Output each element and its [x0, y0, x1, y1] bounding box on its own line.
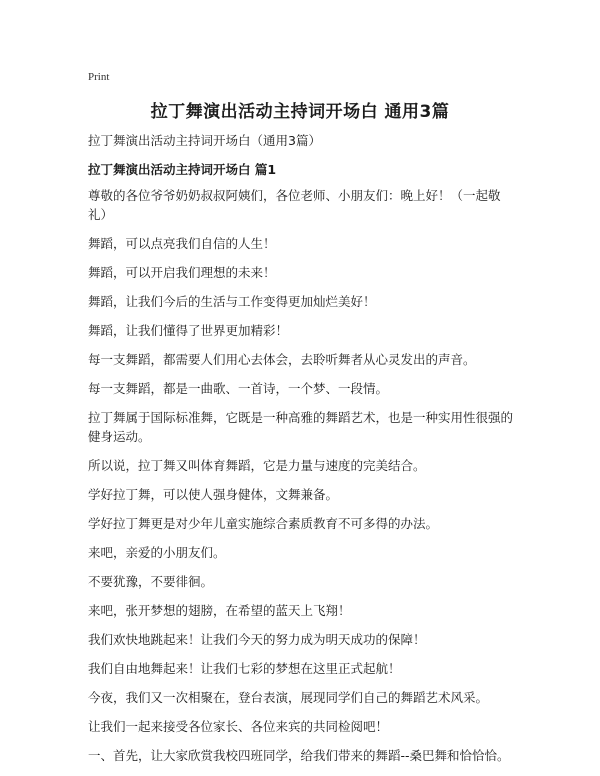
- paragraph: 每一支舞蹈，都需要人们用心去体会，去聆听舞者从心灵发出的声音。: [88, 352, 476, 367]
- paragraph: 我们欢快地跳起来！让我们今天的努力成为明天成功的保障！: [88, 632, 426, 647]
- paragraph: 学好拉丁舞，可以使人强身健体，文舞兼备。: [88, 487, 339, 502]
- paragraph: 今夜，我们又一次相聚在，登台表演，展现同学们自己的舞蹈艺术风采。: [88, 690, 489, 705]
- paragraph: 每一支舞蹈，都是一曲歌、一首诗，一个梦、一段情。: [88, 381, 389, 396]
- section-heading: 拉丁舞演出活动主持词开场白 篇1: [88, 162, 277, 177]
- document-title: 拉丁舞演出活动主持词开场白 通用3篇: [150, 102, 450, 122]
- paragraph: 舞蹈，让我们今后的生活与工作变得更加灿烂美好！: [88, 294, 376, 309]
- paragraph: 来吧，亲爱的小朋友们。: [88, 545, 226, 560]
- paragraph: 拉丁舞属于国际标准舞，它既是一种高雅的舞蹈艺术，也是一种实用性很强的健身运动。: [88, 410, 514, 444]
- paragraph: 尊敬的各位爷爷奶奶叔叔阿姨们，各位老师、小朋友们：晚上好！（一起敬礼）: [88, 188, 501, 222]
- paragraph: 舞蹈，让我们懂得了世界更加精彩！: [88, 323, 289, 338]
- document-subtitle: 拉丁舞演出活动主持词开场白（通用3篇）: [88, 133, 321, 148]
- paragraph: 舞蹈，可以开启我们理想的未来！: [88, 265, 276, 280]
- paragraph: 让我们一起来接受各位家长、各位来宾的共同检阅吧！: [88, 719, 389, 734]
- paragraph: 舞蹈，可以点亮我们自信的人生！: [88, 236, 276, 251]
- paragraph: 我们自由地舞起来！让我们七彩的梦想在这里正式起航！: [88, 661, 401, 676]
- paragraph: 一、首先，让大家欣赏我校四班同学，给我们带来的舞蹈--桑巴舞和恰恰恰。: [88, 748, 510, 763]
- paragraph: 所以说，拉丁舞又叫体育舞蹈，它是力量与速度的完美结合。: [88, 458, 426, 473]
- paragraph: 来吧，张开梦想的翅膀，在希望的蓝天上飞翔！: [88, 603, 351, 618]
- print-link[interactable]: Print: [88, 71, 110, 83]
- paragraph: 不要犹豫，不要徘徊。: [88, 574, 214, 589]
- document-body: [88, 186, 518, 775]
- paragraph: 学好拉丁舞更是对少年儿童实施综合素质教育不可多得的办法。: [88, 516, 439, 531]
